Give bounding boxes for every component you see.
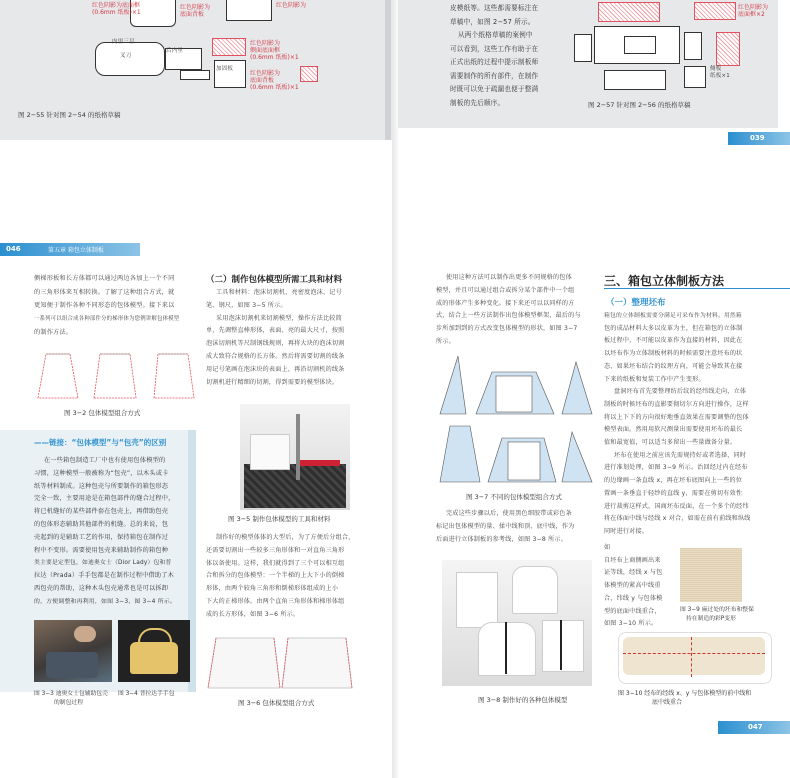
handbag-photo — [118, 620, 190, 682]
page-edge — [385, 0, 391, 140]
pink-hatched-part — [300, 66, 318, 82]
body-text: 使用这种方法可以制作出更多不同规格的包体 模型，并且可以通过组合或拆分某个部件中一个组 成的形体产生多种变化。接下来还可以以同样的方 式，结合上一些方法制作出包体模型框架，最后的与 步所加到到的方式改变包体模型的形状，如图 3−7 所示。 — [436, 274, 581, 345]
running-head: 第五章 箱包立体制板 — [48, 247, 104, 254]
figure-caption: 图 3−3 迪奥女士包辅助包壳 — [34, 691, 108, 697]
sidebar-text: 在一些箱包制造工厂中也有使用包体模型的 习惯，这种模型一般被称为“包壳”，以木头或卡 纸等材料制成。这种包壳与所要制作的箱包形态 完全一致，主要用途是在箱包部件的缝合过程中， 将已机缝好的某些部件套在包壳上，再借助包壳 的包体形态辅助其他部件的机缝。总的来说，包 壳起到的是辅助工艺的作用，保持箱包在制作过 程中不变形。需要使用包壳来辅助制作的箱包种 类主要是定型包，如迪奥女士（Dior Lady）包和普 拉达（Prada）手手包都是在制作过程中借助了木 西包壳的帮助，这种木头包壳通常也是可以拆卸 的，方便调整和再利用，如图 3−3、图 3−4 所示。 — [34, 457, 176, 605]
figure-caption: 底中线重合 — [652, 699, 683, 706]
page-number: 039 — [750, 134, 765, 142]
sketch-shape — [180, 70, 210, 80]
pink-hatched-part — [598, 2, 660, 22]
sketch-shape — [624, 36, 656, 54]
model-block-shape — [542, 620, 584, 672]
figure-3-6-models — [204, 632, 354, 692]
sketch-label: 侧板 纸板×1 — [710, 66, 730, 79]
figure-caption: 图 3−6 包体模型组合方式 — [238, 699, 315, 707]
sketch-label: 内里三层 — [112, 39, 135, 45]
sketch-shape — [684, 32, 702, 60]
tape-line-shape — [505, 622, 507, 674]
body-text: 皮模纸等。这些都需要标注在 草稿中，如图 2−57 所示。 从两个纸格草稿的案例中 可以看到，这些工作有助于在 正式出纸的过程中提示制板师 需要制作的所有部件，在制作 时既可以免于疏漏也便于整满 制板的先后顺序。 — [450, 4, 539, 107]
foam-cutter-photo — [240, 404, 350, 510]
figure-caption: 图 3−5 制作包体模型的工具和材料 — [228, 515, 331, 523]
gutter — [392, 0, 398, 778]
cutting-mat-shape — [244, 464, 346, 508]
body-text: 箱包的立体制板需要分满足可采布作为材料。用然箱 包的成品材料大多以皮革为主，但在箱包的立体制 板过程中，不可能以皮革作为直接的材料，因此在 以坯布作为立体制板材料的时候需要注意坯布的状 态，如果坯布结合的纹理方向，可能会导致其在接 下来的纸板和复装工作中产生变形。 盘洞坯布首先要整理纺后纹的经纬线走向，立体 制板的时候坯布的直影要彻切尔方向进行操作，这样 将以上下下的方向很好地垂直效果在需要调整的包体 模型表面。然用用软尺测量出需要使用坯布的最长 值和最宽值，可以适当多留出一些量做备分量。 坯布在使用之前应该先需规持好或者选择，同时 进行准划处理，如图 3−9 所示。治回经过内在经布 的边缘画一条直线 x，再在坯布底图向上一些的位 置画一条垂直于轻纱的直线 y，需要在剪切有效性 进行裁剪这样式，国商坯布反面，在一个多个的经纬 将在体面中线与经线 x 对合，如需在前有前线和纵线 同时进行对接。 — [604, 313, 751, 535]
figure-caption: 图 3−7 不同的包体模型组合方式 — [466, 493, 562, 501]
sketch-shape — [604, 70, 666, 90]
pink-note: 红色阴影为 — [276, 2, 307, 9]
pink-note: 红色阴影为 底面背板 (0.6mm 纸板)×1 — [250, 70, 299, 91]
figure-caption: 图 2−55 针对图 2−54 的纸格草稿 — [18, 111, 121, 119]
sketch-shape — [214, 60, 246, 88]
bag-handle-shape — [138, 628, 172, 648]
sketch-label: 后内里 — [166, 48, 184, 54]
page-number: 047 — [748, 723, 763, 731]
figure-caption: 图 3−2 包体模型组合方式 — [64, 409, 141, 417]
fabric-photo — [680, 548, 742, 602]
foam-block-shape — [250, 434, 290, 470]
model-block-shape — [456, 572, 498, 628]
pink-note: 红色阴影为 底面框×2 — [738, 4, 769, 18]
sketch-shape — [226, 0, 272, 21]
figure-3-2-diagram — [36, 348, 196, 402]
page-number: 046 — [6, 245, 21, 253]
body-text: 侧梯形板和长方体都可以通过两边各加上一个不同 的三角形体来互相转换。了解了这种组合方式，就 更知便于制作各种不同形态的包体模型。接下来以 一系列可以组合成各种部件分的梯形体为您例讲解包体模型 的制作方法。 — [34, 275, 180, 336]
sketch-label: 加固板 — [216, 66, 234, 72]
pink-note: 红色阴影为底面框 (0.6mm 纸板)×1 — [92, 2, 141, 16]
line-x-shape — [623, 653, 765, 655]
figure-caption: 持在制造的彩P变形 — [686, 616, 736, 622]
sidebar-title: ——链接：“包体模型”与“包壳”的区别 — [34, 438, 167, 447]
pink-hatched-part — [212, 38, 246, 56]
pink-hatched-part — [716, 32, 740, 66]
pink-note: 红色阴影为 侧面底面框 (0.6mm 纸板)×1 — [250, 40, 299, 61]
pink-note: 红色阴影为 底面背板 — [180, 4, 211, 18]
heading-rule — [604, 288, 790, 289]
body-text: 制作好的模型体体的大型后，为了方便后分组合， 还需要切割出一些较多三角形体和一对直角三角形 体以备使用。这样，我们就得到了三个可以相互组 合和拆分的包体模型：一个半梯的上大下小的倒梯 形体，由两个较角三角形和倒梯形体组成的上小 下大的正梯形体，由两个直角三角形体和梯形体组 成的长方形体，如图 3−6 所示。 — [206, 534, 355, 618]
cutter-wire-shape — [296, 414, 300, 480]
figure-caption: 图 3−10 经布的经线 x、y 与包体模型的前中线和 — [618, 690, 752, 697]
figure-3-7-diagram — [436, 352, 596, 488]
chapter-section-heading: 三、箱包立体制板方法 — [604, 274, 725, 288]
fabric-on-model-photo — [618, 632, 772, 684]
sketch-shape — [684, 66, 706, 88]
hand-shape — [74, 626, 96, 642]
line-y-shape — [691, 637, 693, 677]
figure-caption: 图 3−9 麻过处的坯布和整保 — [680, 607, 754, 613]
figure-caption: 图 2−57 针对图 2−56 的纸格草稿 — [588, 101, 691, 109]
sketch-label: 叉刀 — [120, 53, 132, 59]
sketch-shape — [574, 34, 592, 62]
sub-heading: （一）整理坯布 — [606, 298, 666, 308]
craftsman-photo — [34, 620, 112, 682]
figure-caption: 图 3−8 制作好的各种包体模型 — [478, 696, 568, 704]
models-photo — [442, 560, 592, 686]
body-text: 工具和材料：泡沫切割机、亮密度泡沫、记号 笔、钢尺，如图 3−5 所示。 采用泡沫切割机来切割模型，操作方法比较简 单，先调整直棒形体，表面、亮的最大尺寸，按照 泡沫切割机等尺制钢线规则，再将大块的泡沫切割 成大致符合规格的长方体。然后将需要切割的线条 用记号笔画在泡沫块的表面上，再沿切割机的线条 切割机进行精细的切割，得到需要的模型体块。 — [206, 289, 345, 386]
tape-line-shape — [560, 620, 562, 670]
marker-shape — [300, 460, 340, 466]
fabric-cover-shape — [623, 637, 765, 675]
figure-caption: 图 3−4 普拉达手手包 — [118, 691, 175, 697]
figure-caption: 的制包过程 — [54, 700, 83, 706]
top-right-page — [398, 0, 790, 150]
top-left-page — [0, 0, 392, 140]
section-heading: （二）制作包体模型所需工具和材料 — [206, 275, 343, 285]
body-text: 完成这些步骤以后，使用黑色细胶带或彩色条 标记出包体模型的量、揉中线和顶、底中线，作为 后面进行立体制板的参考线，如图 3−8 所示。 — [436, 510, 575, 543]
model-block-shape — [512, 566, 558, 614]
model-block-shape — [478, 622, 536, 676]
body-text: 如 自坯布上商侧画出来 证等线，经线 x 与包 体模型的紧高中线重 合，纬线 y 与包体模 型的底面中线重合， 如图 3−10 所示。 — [604, 544, 663, 628]
pink-hatched-part — [694, 2, 736, 20]
bag-mold-shape — [46, 652, 98, 678]
